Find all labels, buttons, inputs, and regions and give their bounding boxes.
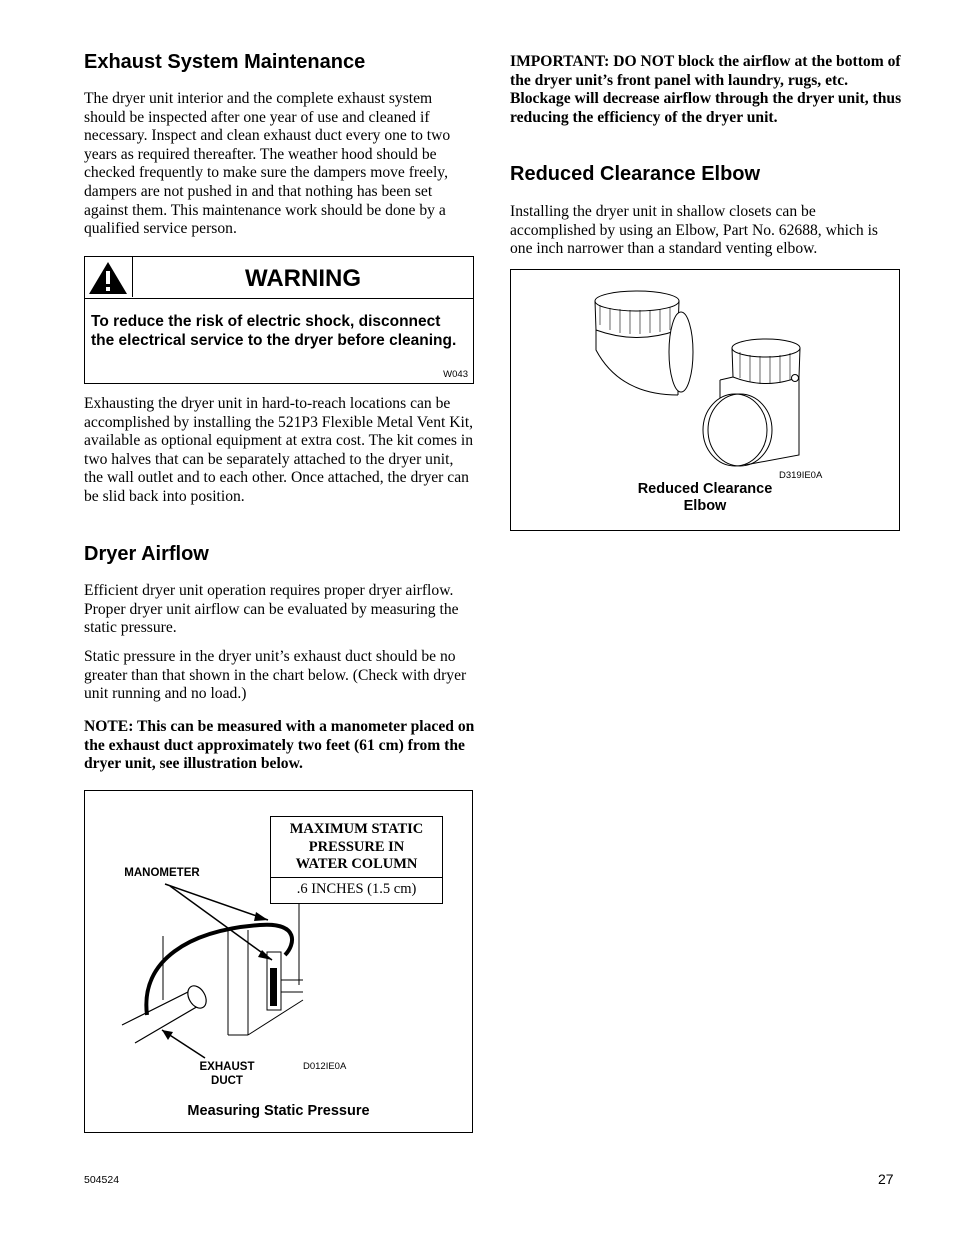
airflow-paragraph-1: Efficient dryer unit operation requires proper dryer airflow. Proper dryer unit airflow can be evaluated by measuring the static pressure. (84, 582, 459, 637)
elbow-caption-line1: Reduced Clearance (637, 481, 773, 497)
max-pressure-title-line3: WATER COLUMN (295, 856, 418, 872)
manometer-label: MANOMETER (124, 867, 200, 879)
warning-text: To reduce the risk of electric shock, disconnect the electrical service to the dryer before cleaning. (91, 313, 457, 349)
max-pressure-title-line2: PRESSURE IN (308, 838, 405, 855)
exhaust-heading: Exhaust System Maintenance (84, 51, 366, 73)
max-pressure-value: .6 INCHES (1.5 cm) (296, 881, 417, 897)
airflow-paragraph-2: Static pressure in the dryer unit’s exhaust duct should be no greater than that shown in the chart below. (Check with dryer unit running and no load.) (84, 648, 467, 703)
important-paragraph: IMPORTANT: DO NOT block the airflow at the bottom of the dryer unit’s front panel with laundry, rugs, etc. Blockage will decrease airflow through the dryer unit, thus reducing the efficiency of the dryer unit. (510, 53, 902, 126)
warning-code: W043 (443, 369, 468, 380)
warning-header (85, 257, 473, 299)
flex-vent-paragraph: Exhausting the dryer unit in hard-to-reach locations can be accomplished by installing the 521P3 Flexible Metal Vent Kit, available as optional equipment at extra cost. The kit comes in two halves that can be separately attached to the dryer unit, the wall outlet and to each other. Once attached, the dryer can be slid back into position. (84, 395, 474, 505)
static-pressure-caption: Measuring Static Pressure (187, 1103, 370, 1119)
max-pressure-title-line1: MAXIMUM STATIC (289, 821, 424, 837)
exhaust-paragraph: The dryer unit interior and the complete exhaust system should be inspected after one year of use and cleaned if necessary. Inspect and clean exhaust duct every one to two years as required thereafter. The weather hood should be checked frequently to make sure the dampers move freely, dampers are not pushed in and that nothing has been set against them. This maintenance work should be done by a qualified service person. (84, 90, 451, 238)
note-paragraph: NOTE: This can be measured with a manometer placed on the exhaust duct approximately two feet (61 cm) from the dryer unit, see illustration below. (84, 718, 475, 773)
exhaust-duct-label-line1: EXHAUST (199, 1061, 255, 1073)
warning-triangle-icon (85, 257, 131, 297)
warning-box (84, 256, 474, 384)
elbow-figure-code: D319IE0A (779, 470, 823, 481)
airflow-heading: Dryer Airflow (84, 543, 209, 565)
warning-title: WARNING (245, 265, 361, 292)
max-pressure-box (270, 816, 443, 904)
elbow-heading: Reduced Clearance Elbow (510, 163, 761, 185)
exhaust-duct-label-line2: DUCT (211, 1075, 243, 1087)
page-number: 27 (878, 1171, 894, 1187)
max-pressure-divider (271, 877, 442, 878)
document-number: 504524 (84, 1174, 120, 1186)
max-pressure-title (271, 821, 442, 874)
warning-icon-cell (85, 257, 133, 297)
static-pressure-figure-code: D012IE0A (303, 1061, 347, 1072)
elbow-paragraph: Installing the dryer unit in shallow closets can be accomplished by using an Elbow, Part No. 62688, which is one inch narrower than a standard venting elbow. (510, 203, 878, 258)
elbow-caption-line2: Elbow (683, 498, 727, 514)
